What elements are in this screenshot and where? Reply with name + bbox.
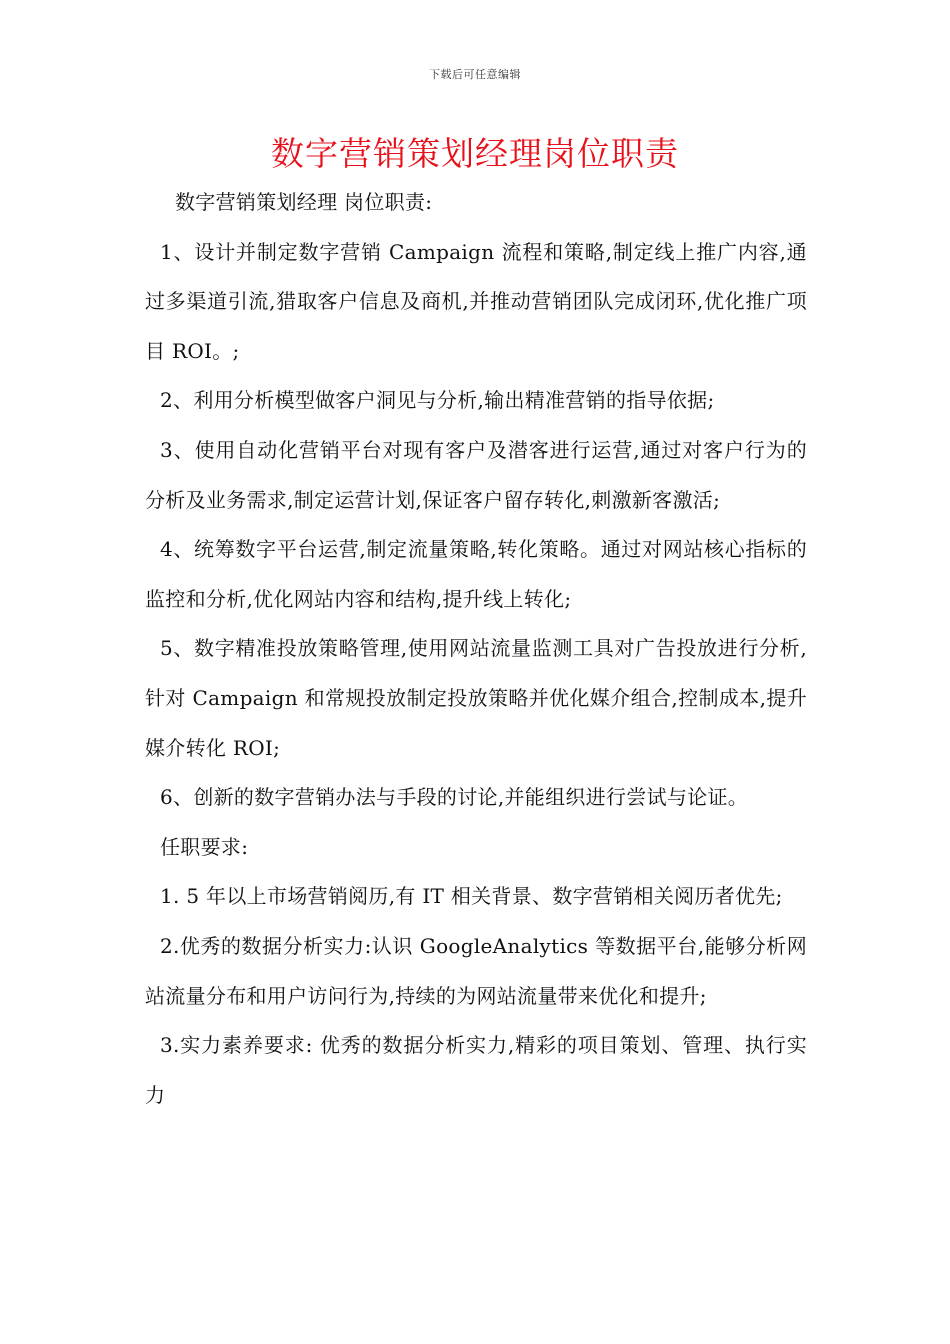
duty-item-5: 5、数字精准投放策略管理,使用网站流量监测工具对广告投放进行分析,针对 Campaign 和常规投放制定投放策略并优化媒介组合,控制成本,提升媒介转化 ROI; bbox=[145, 636, 807, 760]
document-title: 数字营销策划经理岗位职责 bbox=[271, 134, 679, 173]
duty-item-2: 2、利用分析模型做客户洞见与分析,输出精准营销的指导依据; bbox=[160, 388, 715, 413]
requirement-item-3: 3.实力素养要求: 优秀的数据分析实力,精彩的项目策划、管理、执行实力 bbox=[145, 1033, 807, 1107]
duty-item-3: 3、使用自动化营销平台对现有客户及潜客进行运营,通过对客户行为的分析及业务需求,制定运营计划,保证客户留存转化,刺激新客激活; bbox=[145, 437, 807, 512]
duty-item-6: 6、创新的数字营销办法与手段的讨论,并能组织进行尝试与论证。 bbox=[160, 785, 749, 810]
requirement-item-1: 1. 5 年以上市场营销阅历,有 IT 相关背景、数字营销相关阅历者优先; bbox=[160, 884, 783, 909]
requirement-item-2: 2.优秀的数据分析实力:认识 GoogleAnalytics 等数据平台,能够分析网站流量分布和用户访问行为,持续的为网站流量带来优化和提升; bbox=[145, 933, 807, 1008]
document-body bbox=[145, 178, 807, 1120]
duty-item-1: 1、设计并制定数字营销 Campaign 流程和策略,制定线上推广内容,通过多渠道引流,猎取客户信息及商机,并推动营销团队完成闭环,优化推广项目 ROI。; bbox=[145, 239, 807, 363]
requirements-heading: 任职要求: bbox=[160, 834, 249, 859]
duty-item-4: 4、统筹数字平台运营,制定流量策略,转化策略。通过对网站核心指标的监控和分析,优化网站内容和结构,提升线上转化; bbox=[145, 537, 807, 611]
header-note: 下载后可任意编辑 bbox=[429, 68, 521, 81]
intro-line: 数字营销策划经理 岗位职责: bbox=[175, 190, 433, 214]
